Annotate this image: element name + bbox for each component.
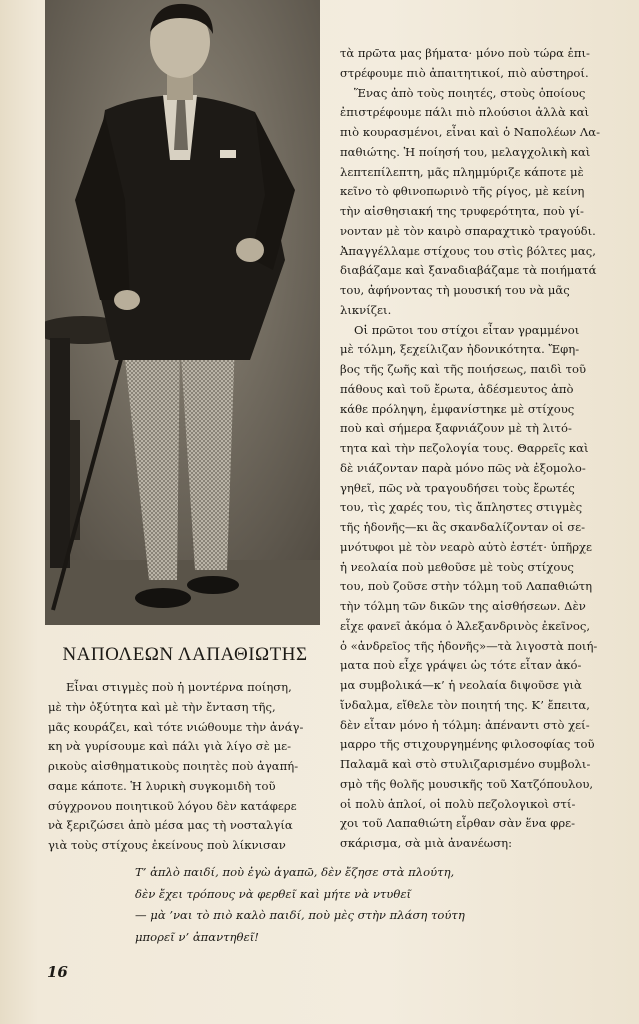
paragraph-intro: Εἶναι στιγμὲς ποὺ ἡ μοντέρνα ποίηση, μὲ τὴν ὀξύτητα καὶ μὲ τὴν ἔνταση τῆς, μᾶς κουράζει, καὶ τότε νιώθουμε τὴν ἀνάγ- κη νὰ γυρίσουμε καὶ πάλι γιὰ λίγο σὲ με- ρικοὺς αἰσθηματικοὺς ποιητὲς ποὺ ἀγαπή- σαμε κάποτε. Ἡ λυρικὴ συγκομιδὴ τοῦ σύγχρονου ποιητικοῦ λόγου δὲν κατάφερε νὰ ξεριζώσει ἀπὸ μέσα μας τὴ νοσταλγία γιὰ τοὺς στίχους ἐκείνους ποὺ λίκνισαν: [48, 680, 304, 852]
poem-quote: [135, 862, 625, 948]
poem-line: — μὰ ’ναι τὸ πιὸ καλὸ παιδί, ποὺ μὲς στὴν πλάση τούτη: [135, 908, 465, 922]
poem-line: δὲν ἔχει τρόπους νὰ φερθεῖ καὶ μήτε νὰ ντυθεῖ: [135, 886, 412, 901]
left-column: [48, 678, 325, 856]
page-number: 16: [47, 963, 68, 981]
article-title: ΝΑΠΟΛΕΩΝ ΛΑΠΑΘΙΩΤΗΣ: [62, 644, 308, 665]
poem-line: μπορεῖ ν’ ἀπαντηθεῖ!: [135, 929, 259, 944]
right-column: [340, 44, 621, 854]
paragraph-continuation: τὰ πρῶτα μας βήματα· μόνο ποὺ τώρα ἐπι- στρέφουμε πιὸ ἀπαιτητικοί, πιὸ αὐστηροί.: [340, 46, 590, 80]
paragraph-third: Οἱ πρῶτοι του στίχοι εἶταν γραμμένοι μὲ τόλμη, ξεχείλιζαν ἡδονικότητα. Ἔφη- βος τῆς ζωῆς καὶ τῆς ποιήσεως, παιδὶ τοῦ πάθους καὶ τοῦ ἔρωτα, ἀδέσμευτος ἀπὸ κάθε πρόληψη, ἐμφανίστηκε μὲ στίχους ποὺ καὶ σήμερα ξαφνιάζουν μὲ τὴ λιτό- τητα καὶ τὴν πεζολογία τους. Θαρρεῖς καὶ δὲ νιάζονταν παρὰ μόνο πῶς νὰ ἐξομολο- γηθεῖ, πῶς νὰ τραγουδήσει τοὺς ἔρωτές του, τὶς χαρές του, τὶς ἄπληστες στιγμὲς τῆς ἡδονῆς—κι ἂς σκανδαλίζονταν οἱ σε- μνότυφοι μὲ τὸν νεαρὸ αὐτὸ ἐστέτ· ὑπῆρχε ἡ νεολαία ποὺ μεθοῦσε μὲ τοὺς στίχους του, ποὺ ζοῦσε στὴν τόλμη τοῦ Λαπαθιώτη τὴν τόλμη τῶν δικῶν της αἰσθήσεων. Δὲν εἶχε φανεῖ ἀκόμα ὁ Ἀλεξανδρινὸς ἐκεῖνος, ὁ «ἀνδρεῖος τῆς ἡδονῆς»—τὰ λιγοστὰ ποιή- ματα ποὺ εἶχε γράψει ὡς τότε εἶταν ἀκό- μα συμβολικά—κ’ ἡ νεολαία διψοῦσε γιὰ ἴνδαλμα, εἴθελε τὸν ποιητή της. Κ’ ἔπειτα, δὲν εἶταν μόνο ἡ τόλμη: ἀπέναντι στὸ χεί- μαρρο τῆς στιχουργημένης φιλοσοφίας τοῦ Παλαμᾶ καὶ στὸ στυλιζαρισμένο συμβολι- σμὸ τῆς θολῆς μουσικῆς τοῦ Χατζόπουλου, οἱ πολὺ ἁπλοί, οἱ πολὺ πεζολογικοὶ στί- χοι τοῦ Λαπαθιώτη εἶρθαν σὰν ἕνα φρε- σκάρισμα, σὰ μιὰ ἀνανέωση:: [340, 322, 598, 850]
portrait-illustration: [45, 0, 320, 625]
portrait-photo: [45, 0, 320, 625]
paragraph-second: Ἕνας ἀπὸ τοὺς ποιητές, στοὺς ὁποίους ἐπιστρέφουμε πάλι πιὸ πλούσιοι ἀλλὰ καὶ πιὸ κουρασμένοι, εἶναι καὶ ὁ Ναπολέων Λα- παθιώτης. Ἡ ποίησή του, μελαγχολικὴ καὶ λεπτεπίλεπτη, μᾶς πλημμύριζε κάποτε μὲ κεῖνο τὸ φθινοπωρινὸ τῆς ρίγος, μὲ κείνη τὴν αἰσθησιακή της τρυφερότητα, ποὺ γί- νονταν μὲ τὸν καιρὸ σπαραχτικὸ τραγούδι. Ἀπαγγέλλαμε στίχους του στὶς βόλτες μας, διαβάζαμε καὶ ξαναδιαβάζαμε τὰ ποιήματά του, ἀφήνοντας τὴ μουσική του νὰ μᾶς λικνίζει.: [340, 85, 601, 317]
poem-line: Τ’ ἁπλὸ παιδί, ποὺ ἐγὼ ἀγαπῶ, δὲν ἔζησε στὰ πλούτη,: [135, 865, 455, 879]
